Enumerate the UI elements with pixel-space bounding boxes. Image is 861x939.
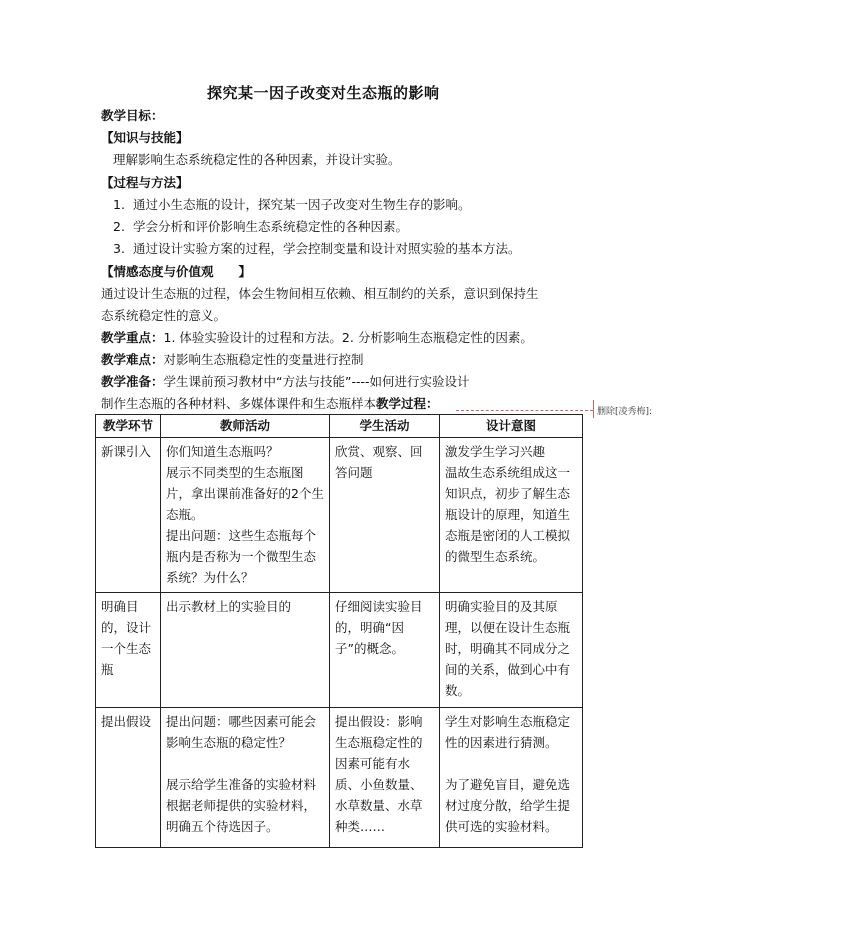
difficulties-text: 对影响生态瓶稳定性的变量进行控制 xyxy=(163,352,364,367)
table-row xyxy=(96,593,583,708)
attitude-text-line1: 通过设计生态瓶的过程，体会生物间相互依赖、相互制约的关系，意识到保持生 xyxy=(101,286,539,301)
process-item-text: 通过设计实验方案的过程，学会控制变量和设计对照实验的基本方法。 xyxy=(133,241,521,256)
stage-text: 明确目的，设计一个生态瓶 xyxy=(101,599,152,677)
preparation-text: 学生课前预习教材中“方法与技能”----如何进行实验设计 xyxy=(163,374,470,389)
process-heading: 【过程与方法】 xyxy=(101,175,189,190)
student-cell xyxy=(330,708,440,848)
stage-text: 新课引入 xyxy=(101,444,152,459)
teacher-cell xyxy=(161,708,330,848)
process-item-text: 学会分析和评价影响生态系统稳定性的各种因素。 xyxy=(133,219,409,234)
intent-cell xyxy=(440,438,583,593)
stage-text: 提出假设 xyxy=(101,714,152,729)
preparation xyxy=(101,373,470,391)
student-cell xyxy=(330,438,440,593)
student-text: 欣赏、观察、回答问题 xyxy=(335,444,423,480)
process-item-text: 通过小生态瓶的设计，探究某一因子改变对生物生存的影响。 xyxy=(133,197,471,212)
teacher-cell xyxy=(161,438,330,593)
intent-cell xyxy=(440,708,583,848)
difficulties xyxy=(101,351,364,369)
teacher-cell xyxy=(161,593,330,708)
teacher-text: 出示教材上的实验目的 xyxy=(166,599,292,614)
stage-cell xyxy=(96,593,161,708)
preparation-materials: 制作生态瓶的各种材料、多媒体课件和生态瓶样本 xyxy=(101,396,377,411)
student-text: 提出假设：影响生态瓶稳定性的因素可能有水质、小鱼数量、水草数量、水草种类…… xyxy=(335,714,423,834)
comment-anchor-line xyxy=(456,410,593,412)
teacher-text: 提出问题：哪些因素可能会影响生态瓶的稳定性？ 展示给学生准备的实验材料 根据老师提供的实验材料，明确五个待选因子。 xyxy=(166,714,317,834)
process-item-number: 1. xyxy=(113,197,125,212)
intent-text: 学生对影响生态瓶稳定性的因素进行猜测。 为了避免盲目，避免选材过度分散，给学生提供可选的实验材料。 xyxy=(445,714,571,834)
attitude-text-line2: 态系统稳定性的意义。 xyxy=(101,308,227,323)
knowledge-text: 理解影响生态系统稳定性的各种因素，并设计实验。 xyxy=(113,152,401,167)
preparation-label: 教学准备： xyxy=(101,374,164,389)
difficulties-label: 教学难点： xyxy=(101,352,164,367)
key-points-text: 1. 体验实验设计的过程和方法。2. 分析影响生态瓶稳定性的因素。 xyxy=(163,330,533,345)
key-points xyxy=(101,329,533,347)
header-stage: 教学环节 xyxy=(96,415,161,438)
process-item-number: 2. xyxy=(113,219,125,234)
teaching-process-label: 教学过程： xyxy=(376,396,439,411)
header-teacher: 教师活动 xyxy=(161,415,330,438)
attitude-heading: 【情感态度与价值观 】 xyxy=(101,264,252,279)
table-row xyxy=(96,438,583,593)
process-item xyxy=(113,196,471,214)
header-intent: 设计意图 xyxy=(440,415,583,438)
process-item xyxy=(113,218,408,236)
intent-text: 明确实验目的及其原理，以便在设计生态瓶时，明确其不同成分之间的关系，做到心中有数。 xyxy=(445,599,571,698)
stage-cell xyxy=(96,708,161,848)
comment-bar xyxy=(593,400,594,418)
header-student: 学生活动 xyxy=(330,415,440,438)
stage-cell xyxy=(96,438,161,593)
teacher-text: 你们知道生态瓶吗？ 展示不同类型的生态瓶图片，拿出课前准备好的2个生态瓶。 提出问题：这些生态瓶每个瓶内是否称为一个微型生态系统？为什么？ xyxy=(166,444,324,585)
intent-cell xyxy=(440,593,583,708)
key-points-label: 教学重点： xyxy=(101,330,164,345)
process-item-number: 3. xyxy=(113,241,125,256)
intent-text: 激发学生学习兴趣 温故生态系统组成这一知识点，初步了解生态瓶设计的原理，知道生态瓶是密闭的人工模拟的微型生态系统。 xyxy=(445,444,571,564)
preparation-line2 xyxy=(101,395,439,413)
knowledge-heading: 【知识与技能】 xyxy=(101,130,189,145)
lesson-table xyxy=(95,414,583,848)
revision-comment[interactable]: 删除[凌秀梅]: xyxy=(597,407,653,417)
document-title: 探究某一因子改变对生态瓶的影响 xyxy=(207,84,440,102)
student-cell xyxy=(330,593,440,708)
table-row xyxy=(96,708,583,848)
table-header-row xyxy=(96,415,583,438)
student-text: 仔细阅读实验目的，明确“因子”的概念。 xyxy=(335,599,423,656)
process-item xyxy=(113,240,521,258)
objectives-label: 教学目标： xyxy=(101,108,164,123)
